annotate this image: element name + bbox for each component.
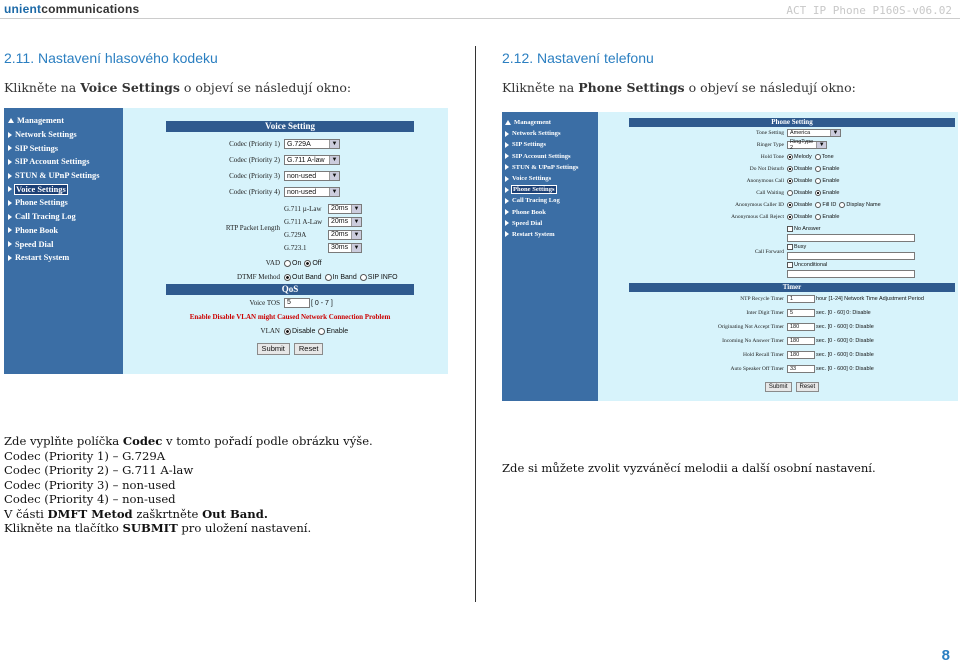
chevron-down-icon: ▼ (351, 244, 361, 252)
nav-item-stun[interactable]: STUN & UPnP Settings (505, 162, 598, 173)
nav-item-network[interactable]: Network Settings (505, 128, 598, 139)
ringer-label: Ringer Type (756, 142, 784, 148)
hold-melody-radio[interactable] (787, 154, 793, 160)
codec-4-label: Codec (Priority 4) (229, 188, 280, 196)
arrow-right-icon (8, 241, 12, 247)
hold-melody-label: Melody (794, 154, 812, 160)
fwd-busy-input[interactable] (787, 252, 915, 260)
nav-item-restart[interactable]: Restart System (8, 251, 123, 265)
codec-line: Codec (Priority 1) – G.729A (4, 448, 166, 463)
vlan-label: VLAN (260, 327, 280, 335)
fwd-no-answer-input[interactable] (787, 234, 915, 242)
phone-submit-button[interactable]: Submit (765, 382, 792, 392)
nav-item-sip-account[interactable]: SIP Account Settings (505, 151, 598, 162)
vlan-warning: Enable Disable VLAN might Caused Network Connection Problem (189, 313, 391, 321)
chevron-down-icon: ▼ (351, 205, 361, 213)
nav-item-voice[interactable]: Voice Settings (505, 173, 598, 184)
cw-enable-radio[interactable] (815, 190, 821, 196)
timer-input[interactable]: 180 (787, 323, 815, 331)
dtmf-label: DTMF Method (237, 273, 280, 281)
fwd-no-answer-label: No Answer (794, 226, 821, 232)
arrow-right-icon (505, 176, 509, 182)
timer-label: Auto Speaker Off Timer (730, 366, 784, 372)
rtp-codec-label: G.711 A-Law (284, 217, 323, 226)
vlan-disable-label: Disable (292, 327, 316, 335)
collapse-icon (8, 118, 14, 123)
hold-tone-opt-label: Tone (821, 154, 834, 160)
arrow-right-icon (8, 145, 12, 151)
nav-item-phone-book[interactable]: Phone Book (505, 207, 598, 218)
arrow-right-icon (505, 209, 509, 215)
timer-title: Timer (629, 283, 955, 292)
voice-submit-button[interactable]: Submit (257, 343, 290, 355)
document-title: ACT IP Phone P160S-v06.02 (786, 4, 952, 17)
anon-enable-label: Enable (822, 178, 840, 184)
fwd-unconditional-input[interactable] (787, 270, 915, 278)
rtp-codec-label: G.723.1 (284, 243, 307, 252)
call-waiting-label: Call Waiting (756, 190, 784, 196)
right-body-text: Zde si můžete zvolit vyzváněcí melodii a další osobní nastavení. (502, 461, 876, 475)
dtmf-instruction: V části DMFT Metod zaškrtněte Out Band. (4, 506, 268, 521)
codec-2-label: Codec (Priority 2) (229, 156, 280, 164)
rej-disable-radio[interactable] (787, 214, 793, 220)
arrow-right-icon (8, 132, 12, 138)
vad-off-radio[interactable] (304, 260, 311, 267)
arrow-right-icon (8, 186, 12, 192)
left-body-text (4, 434, 469, 536)
right-section-title: 2.12. Nastavení telefonu (502, 50, 654, 66)
anon-enable-radio[interactable] (815, 178, 821, 184)
rej-enable-label: Enable (822, 214, 840, 220)
dtmf-sipinfo-radio[interactable] (360, 274, 367, 281)
tos-input[interactable]: 5 (284, 298, 310, 308)
anon-disable-label: Disable (794, 178, 813, 184)
anon-caller-id-label: Anonymous Caller ID (735, 202, 784, 208)
vad-off-label: Off (312, 259, 322, 267)
nav-item-network[interactable]: Network Settings (8, 128, 123, 142)
left-section-intro: Klikněte na Voice Settings o objeví se následují okno: (4, 80, 352, 95)
nav-item-voice[interactable]: Voice Settings (8, 182, 123, 196)
nav-item-management[interactable]: Management (8, 114, 123, 128)
chevron-down-icon: ▼ (351, 218, 361, 226)
phone-setting-screenshot (502, 112, 958, 401)
vad-on-radio[interactable] (284, 260, 291, 267)
timer-note: sec. [0 - 600] 0: Disable (816, 338, 874, 344)
timer-input[interactable]: 1 (787, 295, 815, 303)
rtp-select[interactable]: 30ms ▼ (328, 243, 362, 253)
vad-label: VAD (265, 259, 280, 267)
timer-note: sec. [0 - 600] 0: Disable (816, 366, 874, 372)
chevron-down-icon: ▼ (830, 130, 840, 136)
arrow-right-icon (8, 159, 12, 165)
timer-input[interactable]: 5 (787, 309, 815, 317)
arrow-right-icon (505, 231, 509, 237)
codec-line: Codec (Priority 4) – non-used (4, 492, 176, 506)
dtmf-outband-radio[interactable] (284, 274, 291, 281)
arrow-right-icon (8, 173, 12, 179)
voice-setting-screenshot (4, 108, 448, 374)
timer-label: Incoming No Answer Timer (722, 338, 784, 344)
right-section-intro: Klikněte na Phone Settings o objeví se následují okno: (502, 80, 856, 95)
tos-range: [ 0 - 7 ] (311, 299, 333, 307)
fwd-unconditional-checkbox[interactable] (787, 262, 793, 268)
codec-4-select[interactable]: non-used ▼ (284, 187, 340, 197)
timer-label: Originating Not Accept Timer (717, 324, 784, 330)
company-logo: unientcommunications (4, 2, 140, 16)
arrow-right-icon (8, 255, 12, 261)
rtp-codec-label: G.729A (284, 230, 307, 239)
phone-setting-title: Phone Setting (629, 118, 955, 127)
cid-disable-radio[interactable] (787, 202, 793, 208)
dtmf-inband-radio[interactable] (325, 274, 332, 281)
codec-2-select[interactable]: G.711 A-law ▼ (284, 155, 340, 165)
timer-input[interactable]: 33 (787, 365, 815, 373)
voice-reset-button[interactable]: Reset (294, 343, 324, 355)
rtp-label: RTP Packet Length (225, 224, 280, 232)
fwd-no-answer-checkbox[interactable] (787, 226, 793, 232)
arrow-right-icon (8, 200, 12, 206)
nav-item-sip-account[interactable]: SIP Account Settings (8, 155, 123, 169)
call-forward-label: Call Forward (754, 249, 784, 255)
timer-label: Inter Digit Timer (746, 310, 784, 316)
codec-instruction: Zde vyplňte políčka Codec v tomto pořadí podle obrázku výše. (4, 434, 373, 448)
arrow-right-icon (505, 131, 509, 137)
dtmf-inband-label: In Band (332, 273, 357, 281)
codec-1-select[interactable]: G.729A ▼ (284, 139, 340, 149)
timer-note: sec. [0 - 600] 0: Disable (816, 352, 874, 358)
arrow-right-icon (8, 214, 12, 220)
column-separator (475, 46, 476, 602)
rtp-select[interactable]: 20ms ▼ (328, 230, 362, 240)
codec-line: Codec (Priority 2) – G.711 A-law (4, 463, 194, 477)
vad-on-label: On (292, 259, 302, 267)
cid-display-radio[interactable] (839, 202, 845, 208)
dnd-enable-radio[interactable] (815, 166, 821, 172)
codec-3-label: Codec (Priority 3) (229, 172, 280, 180)
nav-item-sip[interactable]: SIP Settings (8, 141, 123, 155)
nav-item-sip[interactable]: SIP Settings (505, 139, 598, 150)
cw-disable-label: Disable (794, 190, 813, 196)
tone-label: Tone Setting (756, 130, 784, 136)
nav-item-call-log[interactable]: Call Tracing Log (505, 195, 598, 206)
nav-item-phone-book[interactable]: Phone Book (8, 224, 123, 238)
arrow-right-icon (505, 187, 509, 193)
phone-reset-button[interactable]: Reset (796, 382, 820, 392)
rej-disable-label: Disable (794, 214, 813, 220)
cw-disable-radio[interactable] (787, 190, 793, 196)
ringer-select[interactable]: RingType 2 ▼ (787, 141, 827, 149)
timer-label: NTP Recycle Timer (740, 296, 784, 302)
cw-enable-label: Enable (822, 190, 840, 196)
hold-tone-label: Hold Tone (760, 154, 784, 160)
vlan-disable-radio[interactable] (284, 328, 291, 335)
rtp-list (284, 204, 362, 253)
vlan-enable-radio[interactable] (318, 328, 325, 335)
codec-1-label: Codec (Priority 1) (229, 140, 280, 148)
cid-fill-radio[interactable] (815, 202, 821, 208)
chevron-down-icon: ▼ (329, 172, 339, 180)
rtp-select[interactable]: 20ms ▼ (328, 204, 362, 214)
cid-display-label: Display Name (846, 202, 881, 208)
rtp-codec-label: G.711 µ-Law (284, 204, 322, 213)
hold-tone-radio[interactable] (815, 154, 821, 160)
chevron-down-icon: ▼ (351, 231, 361, 239)
rtp-select[interactable]: 20ms ▼ (328, 217, 362, 227)
qos-title: QoS (166, 284, 414, 295)
cid-fill-label: Fill ID (822, 202, 837, 208)
nav-item-speed-dial[interactable]: Speed Dial (8, 237, 123, 251)
nav-menu (4, 108, 123, 374)
nav-item-stun[interactable]: STUN & UPnP Settings (8, 169, 123, 183)
codec-line: Codec (Priority 3) – non-used (4, 477, 176, 492)
call-forward-options (787, 226, 915, 278)
fwd-unconditional-label: Unconditional (794, 262, 828, 268)
collapse-icon (505, 120, 511, 125)
dtmf-outband-label: Out Band (292, 273, 322, 281)
nav-item-phone[interactable]: Phone Settings (8, 196, 123, 210)
rej-enable-radio[interactable] (815, 214, 821, 220)
cid-disable-label: Disable (794, 202, 813, 208)
nav-item-management[interactable]: Management (505, 117, 598, 128)
anon-reject-label: Anonymous Call Reject (731, 214, 784, 220)
voice-setting-title: Voice Setting (166, 121, 414, 132)
submit-instruction: Klikněte na tlačítko SUBMIT pro uložení nastavení. (4, 521, 312, 535)
nav-menu (502, 112, 598, 401)
dtmf-sipinfo-label: SIP INFO (367, 273, 398, 281)
anon-disable-radio[interactable] (787, 178, 793, 184)
arrow-right-icon (505, 153, 509, 159)
dnd-enable-label: Enable (822, 166, 840, 172)
timer-label: Hold Recall Timer (743, 352, 784, 358)
header-rule (0, 18, 960, 19)
timer-input[interactable]: 180 (787, 337, 815, 345)
anon-call-label: Anonymous Call (746, 178, 784, 184)
left-section-title: 2.11. Nastavení hlasového kodeku (4, 50, 218, 66)
chevron-down-icon: ▼ (329, 156, 339, 164)
codec-3-select[interactable]: non-used ▼ (284, 171, 340, 181)
fwd-busy-label: Busy (794, 244, 807, 250)
timer-note: hour [1-24] Network Time Adjustment Period (816, 296, 924, 302)
chevron-down-icon: ▼ (816, 142, 826, 148)
voice-form-area (123, 108, 448, 374)
fwd-busy-checkbox[interactable] (787, 244, 793, 250)
chevron-down-icon: ▼ (329, 188, 339, 196)
arrow-right-icon (505, 142, 509, 148)
phone-form-area (598, 112, 958, 401)
dnd-label: Do Not Disturb (749, 166, 784, 172)
nav-item-restart[interactable]: Restart System (505, 229, 598, 240)
page-number: 8 (941, 647, 950, 664)
timer-note: sec. [0 - 60] 0: Disable (816, 310, 871, 316)
dnd-disable-label: Disable (794, 166, 813, 172)
arrow-right-icon (505, 220, 509, 226)
dnd-disable-radio[interactable] (787, 166, 793, 172)
nav-item-phone[interactable]: Phone Settings (505, 184, 598, 195)
vlan-enable-label: Enable (326, 327, 349, 335)
timer-note: sec. [0 - 600] 0: Disable (816, 324, 874, 330)
tos-label: Voice TOS (249, 299, 280, 307)
chevron-down-icon: ▼ (329, 140, 339, 148)
arrow-right-icon (505, 164, 509, 170)
arrow-right-icon (505, 198, 509, 204)
arrow-right-icon (8, 227, 12, 233)
nav-item-speed-dial[interactable]: Speed Dial (505, 218, 598, 229)
timer-input[interactable]: 180 (787, 351, 815, 359)
nav-item-call-log[interactable]: Call Tracing Log (8, 210, 123, 224)
tone-select[interactable]: America ▼ (787, 129, 841, 137)
